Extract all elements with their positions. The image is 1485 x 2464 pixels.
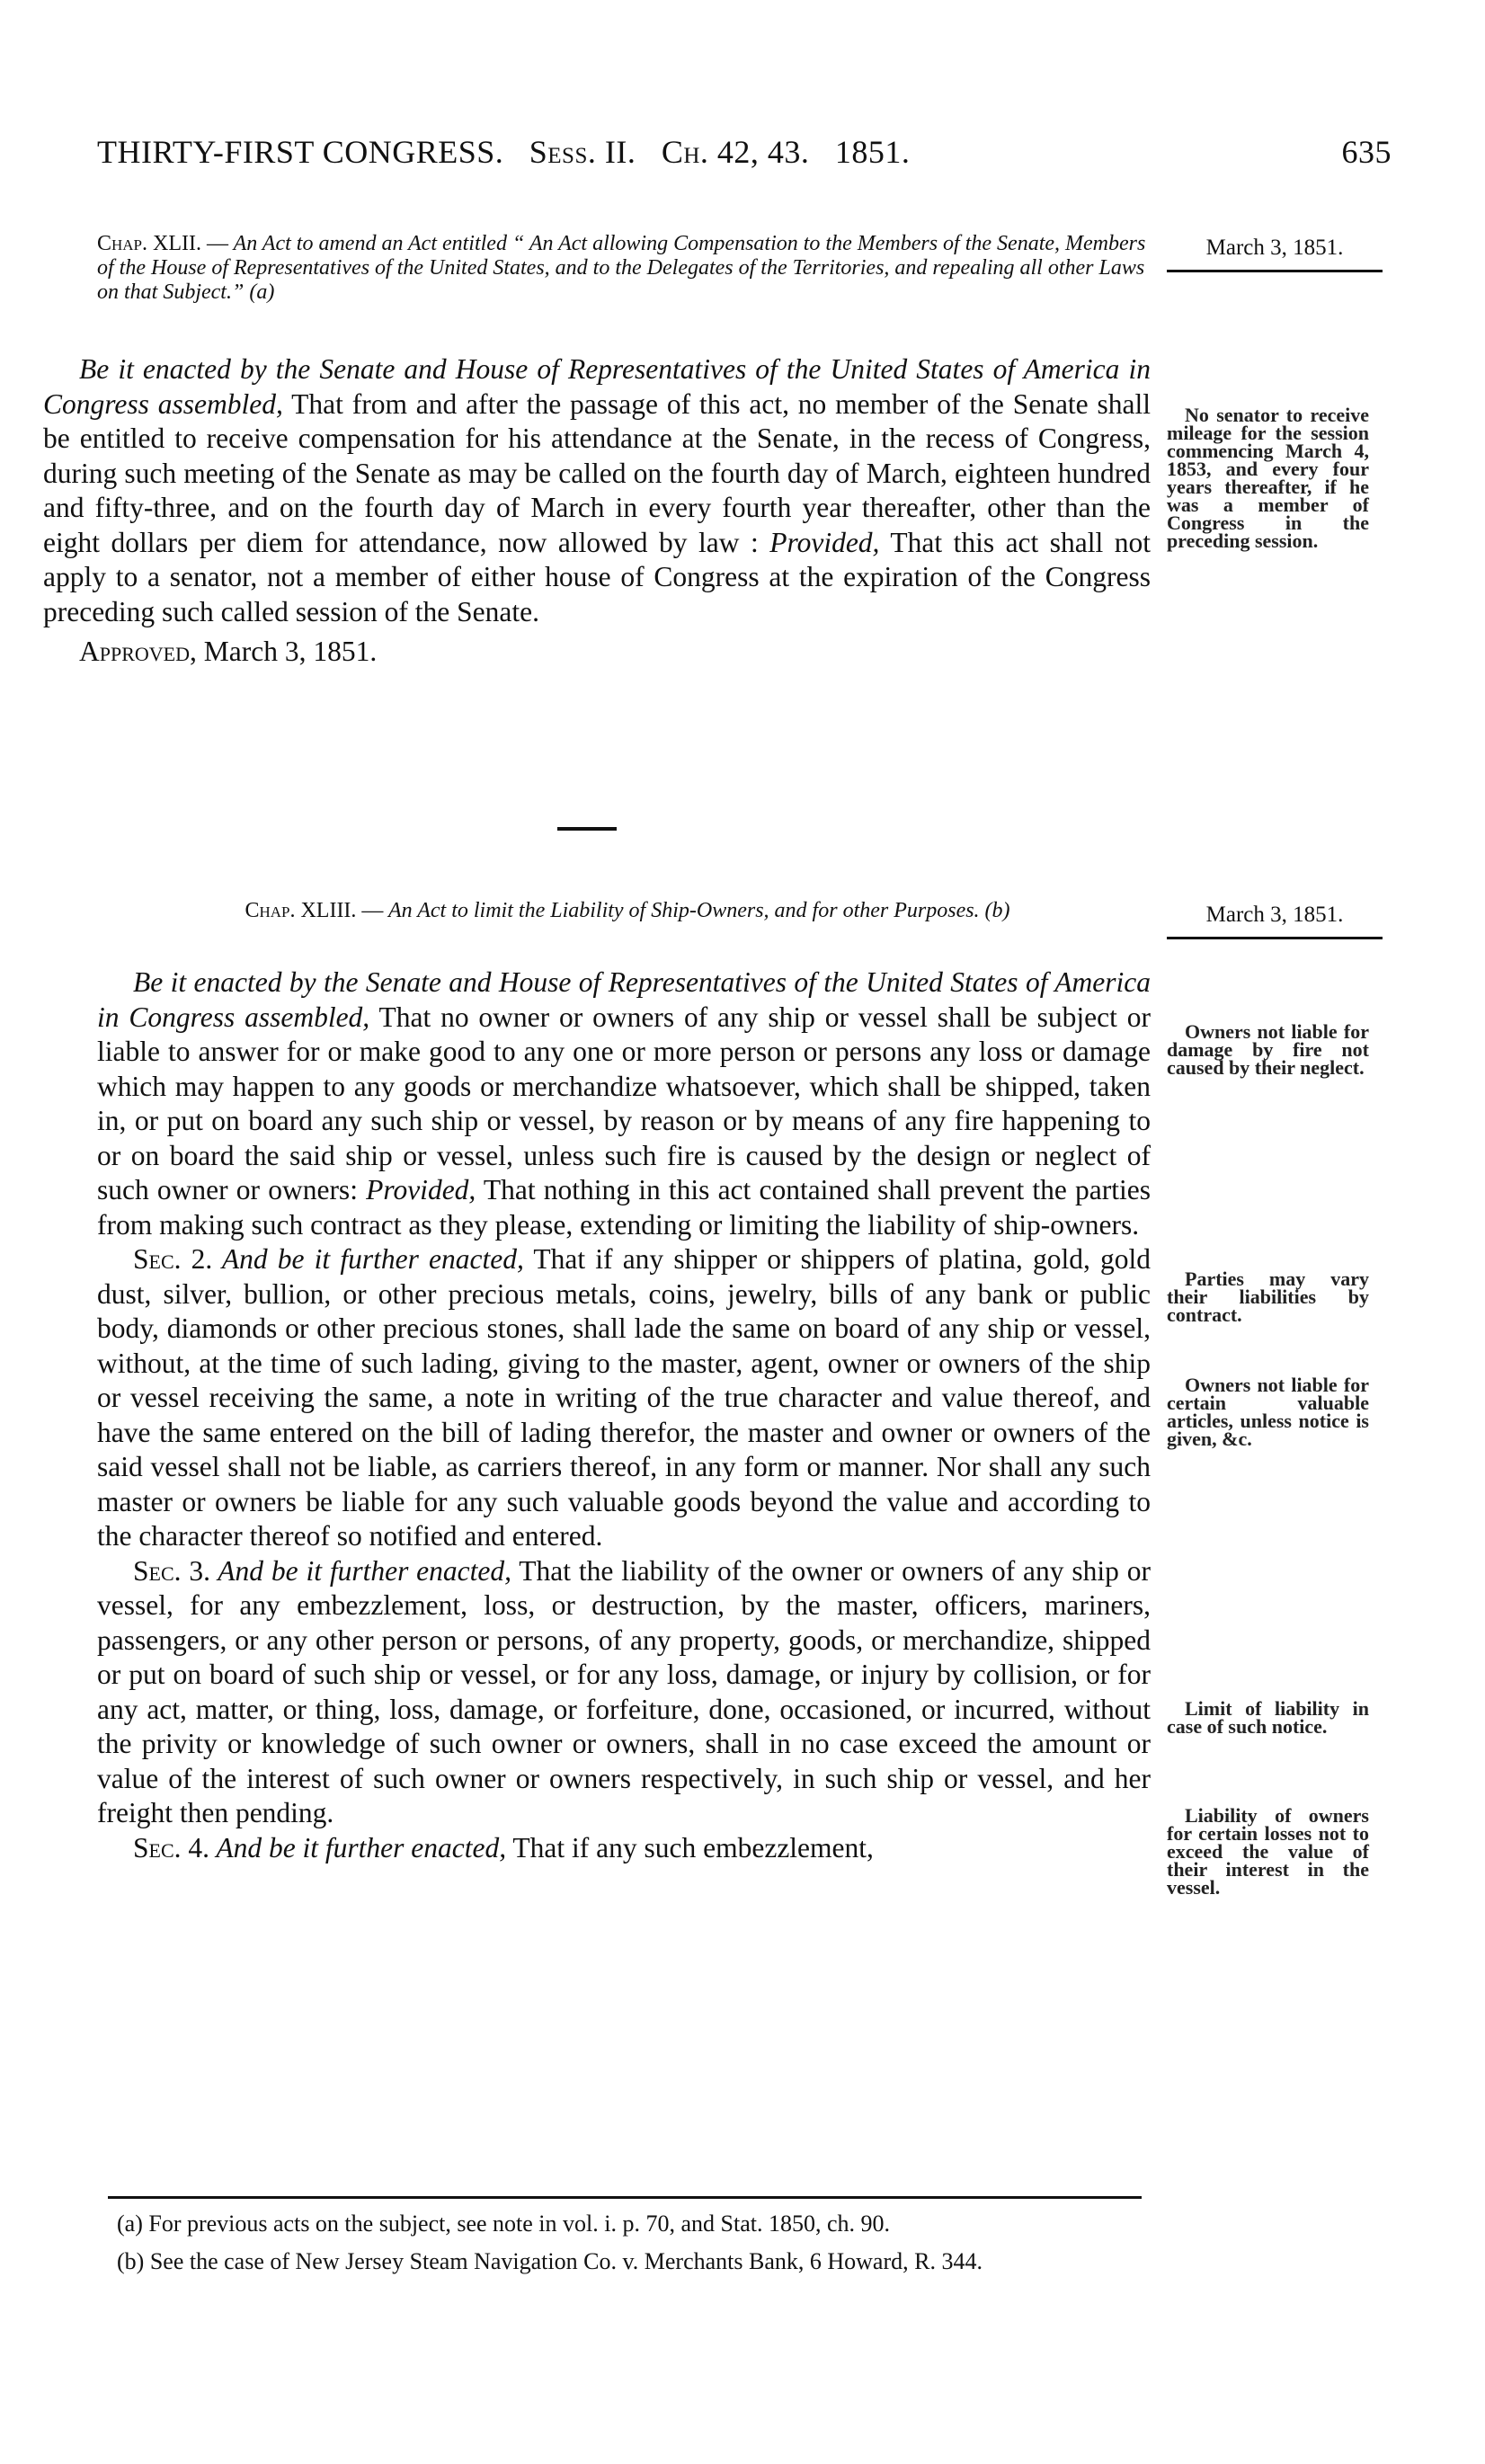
chapter-42-paragraph <box>43 352 1151 629</box>
approved-label: Approved, <box>79 636 197 667</box>
body-text: That the liability of the owner or owners of any ship or vessel, for any embezzlement, loss, or destruction, by the master, officers, mariners, passengers, or any other person or persons, of any property, goods, or merchandize, shipped or put on board of such ship or vessel, or for any loss, damage, or injury by collision, or for any act, matter, or thing, loss, damage, or forfeiture, done, occasioned, or incurred, without the privity or knowledge of such owner or owners, shall in no case exceed the amount or value of the interest of such owner or owners respectively, in such ship or vessel, and her freight then pending. <box>97 1554 1151 1828</box>
running-head <box>97 133 1392 187</box>
page-number: 635 <box>1341 134 1392 170</box>
sidenote-owner-liability <box>1167 1804 1369 1899</box>
section-4 <box>97 1831 1151 1866</box>
body-text: That if any such embezzlement, <box>506 1831 874 1864</box>
date-rule <box>1167 270 1383 272</box>
enacting-phrase: And be it further enacted, <box>210 1554 511 1587</box>
body-text: That this act shall not apply to a senator, not a member of either house of Congress at the expiration of the Congress preceding such called session of the Senate. <box>43 526 1152 627</box>
date-text: March 3, 1851. <box>1205 903 1344 927</box>
chapter-43-title: An Act to limit the Liability of Ship-Owners, and for other Purposes. (b) <box>388 899 1010 922</box>
date-rule <box>1167 937 1383 939</box>
footnotes <box>101 2211 1143 2287</box>
section-label: Sec. 3. <box>133 1554 210 1587</box>
section-2 <box>97 1242 1151 1554</box>
chapter-42-heading <box>97 232 1158 305</box>
enacting-clause: Be it enacted by the Senate and House of Representatives of the United States of America in Congress assembled, <box>97 966 1151 1033</box>
section-label: Sec. 4. <box>133 1831 210 1864</box>
sidenote-text: Limit of liability in case of such notice. <box>1167 1697 1369 1738</box>
chapter-42-title: An Act to amend an Act entitled “ An Act allowing Compensation to the Members of the Senate, Members of the House of Representatives of the United States, and to the Delegates of the Territories, and repealing all other Laws on that Subject.” (a) <box>97 232 1146 304</box>
sidenote-text: Parties may vary their liabilities by contract. <box>1167 1268 1369 1326</box>
chapters-label: Ch. 42, 43. <box>661 134 810 170</box>
approved-line <box>43 635 1151 670</box>
congress-title: THIRTY-FIRST CONGRESS. <box>97 134 504 170</box>
chapter-42-date <box>1167 236 1383 272</box>
sidenote-contract <box>1167 1270 1369 1324</box>
chapter-43-body <box>97 965 1151 1865</box>
sidenote-valuables <box>1167 1376 1369 1448</box>
body-text: That no owner or owners of any ship or vessel shall be subject or liable to answer for or make good to any one or more person or persons any loss or damage which may happen to any goods or merchandize whatsoever, which shall be shipped, taken in, or put on board any such ship or vessel, by reason or by means of any fire happening to or on board the said ship or vessel, unless such fire is caused by the design or neglect of such owner or owners: <box>97 1001 1151 1205</box>
section-label: Sec. 2. <box>133 1243 213 1275</box>
sidenote-fire-liability <box>1167 1020 1369 1079</box>
chapter-43-heading <box>124 899 1131 923</box>
footnote-rule <box>108 2196 1142 2199</box>
sidenote-text: No senator to receive mileage for the session commencing March 4, 1853, and every four years thereafter, if he was a member of Congress in the preceding session. <box>1167 404 1369 552</box>
body-text: That if any shipper or shippers of platina, gold, gold dust, silver, bullion, or other precious metals, coins, jewelry, bills of any bank or public body, diamonds or other precious stones, shall lade the same on board of any ship or vessel, without, at the time of such lading, giving to the master, agent, owner or owners of the ship or vessel receiving the same, a note in writing of the true character and value thereof, and have the same entered on the bill of lading therefor, the master and owner or owners of the said vessel shall not be liable, as carriers thereof, in any form or manner. Nor shall any such master or owners be liable for any such valuable goods beyond the value and according to the character thereof so notified and entered. <box>97 1243 1151 1552</box>
chapter-43-label: Chap. XLIII. — <box>245 899 384 922</box>
chapter-divider <box>557 827 617 831</box>
proviso: Provided, <box>357 1174 476 1205</box>
chapter-43-date <box>1167 903 1383 939</box>
enacting-clause: Be it enacted by the Senate and House of Representatives of the United States of America in Congress assembled, <box>43 353 1151 420</box>
chapter-42-body <box>43 352 1151 670</box>
section-3 <box>97 1554 1151 1831</box>
sidenote-text: Owners not liable for damage by fire not caused by their neglect. <box>1167 1020 1369 1079</box>
body-text: That nothing in this act contained shall prevent the parties from making such contract as they please, extending or limiting the liability of ship-owners. <box>97 1174 1151 1241</box>
footnote-a: (a) For previous acts on the subject, see note in vol. i. p. 70, and Stat. 1850, ch. 90. <box>117 2210 891 2237</box>
enacting-phrase: And be it further enacted, <box>212 1243 524 1275</box>
proviso: Provided, <box>758 526 880 558</box>
year-label: 1851. <box>834 134 911 170</box>
sidenote-limit-notice <box>1167 1697 1369 1738</box>
sidenote-no-senator-mileage <box>1167 406 1369 550</box>
sidenote-text: Liability of owners for certain losses not to exceed the value of their interest in the vessel. <box>1167 1804 1369 1899</box>
approved-date: March 3, 1851. <box>196 636 378 667</box>
date-text: March 3, 1851. <box>1205 236 1344 260</box>
running-head-title <box>97 133 910 171</box>
session-label: Sess. II. <box>529 134 636 170</box>
chapter-42-label: Chap. XLII. — <box>97 232 228 255</box>
footnote-b: (b) See the case of New Jersey Steam Navigation Co. v. Merchants Bank, 6 Howard, R. 344. <box>117 2248 983 2274</box>
section-1 <box>97 965 1151 1242</box>
enacting-phrase: And be it further enacted, <box>209 1831 507 1864</box>
sidenote-text: Owners not liable for certain valuable articles, unless notice is given, &c. <box>1167 1374 1369 1450</box>
body-text: That from and after the passage of this act, no member of the Senate shall be entitled to receive compensation for his attendance at the Senate, in the recess of Congress, during such meeting of the Senate as may be called on the fourth day of March, eighteen hundred and fifty-three, and on the fourth day of March in every fourth year thereafter, other than the eight dollars per diem for attendance, now allowed by law : <box>43 387 1152 558</box>
